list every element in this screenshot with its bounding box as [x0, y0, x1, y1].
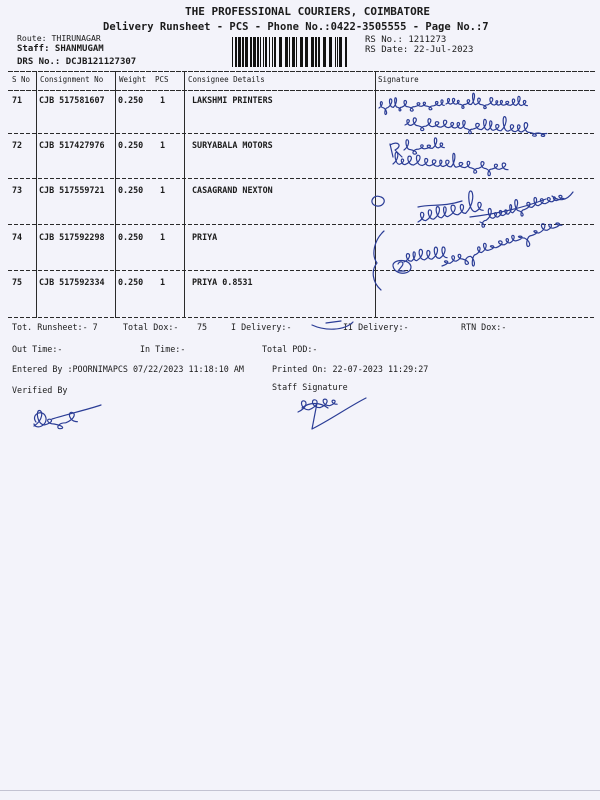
second-delivery: II Delivery:- [343, 322, 409, 332]
barcode-bar [242, 37, 244, 67]
route: Route: THIRUNAGAR [17, 33, 101, 43]
scan-edge-line [0, 790, 600, 791]
barcode-bar [335, 37, 336, 67]
total-runsheet: Tot. Runsheet:- 7 [12, 322, 98, 332]
row-74-signature-number [442, 223, 562, 266]
table-top-rule [8, 71, 596, 72]
staff-signature-label: Staff Signature [272, 382, 348, 392]
barcode-bar [269, 37, 270, 67]
total-pod: Total POD:- [262, 344, 318, 354]
barcode-bar [292, 37, 295, 67]
barcode-bar [323, 37, 326, 67]
runsheet-title: Delivery Runsheet - PCS - Phone No.:0422-3505555 - Page No.:7 [103, 21, 489, 33]
col-header-pcs: PCS [155, 75, 169, 84]
row-pcs: 1 [160, 232, 166, 242]
row-73-signature-number [480, 195, 564, 227]
rtn-dox: RTN Dox:- [461, 322, 507, 332]
col-header-weight: Weight [119, 75, 147, 84]
barcode-bar [238, 37, 241, 67]
barcode-bar [329, 37, 332, 67]
row-consignee: LAKSHMI PRINTERS [192, 95, 273, 105]
barcode-bar [257, 37, 259, 67]
row-separator [8, 178, 596, 179]
rs-date: RS Date: 22-Jul-2023 [365, 45, 474, 55]
col-header-signature: Signature [378, 75, 419, 84]
row-pcs: 1 [160, 95, 166, 105]
barcode-bar [285, 37, 288, 67]
table-row [0, 233, 600, 243]
barcode-bar [235, 37, 237, 67]
row-consignment-no: CJB 517592298 [39, 232, 105, 242]
row-sno: 75 [12, 277, 23, 287]
row-consignee: PRIYA 0.8531 [192, 277, 253, 287]
barcode-bar [232, 37, 233, 67]
table-row [0, 141, 600, 151]
barcode-bar [272, 37, 273, 67]
table-header-rule [8, 90, 596, 91]
col-header-sno: S No [12, 75, 31, 84]
row-weight: 0.250 [118, 185, 144, 195]
row-separator [8, 317, 596, 318]
verified-by-signature [34, 411, 77, 429]
barcode-bar [260, 37, 261, 67]
barcode-bar [305, 37, 308, 67]
barcode-bar [274, 37, 276, 67]
verified-by-label: Verified By [12, 385, 68, 395]
total-dox-value: 75 [197, 322, 208, 332]
barcode-bar [318, 37, 320, 67]
row-sno: 71 [12, 95, 23, 105]
row-consignee: SURYABALA MOTORS [192, 140, 273, 150]
barcode-bar [265, 37, 267, 67]
drs-number: DRS No.: DCJB121127307 [17, 57, 137, 67]
in-time: In Time:- [140, 344, 186, 354]
row-weight: 0.250 [118, 140, 144, 150]
verified-by-signature-line [52, 405, 101, 419]
first-delivery: I Delivery:- [231, 322, 292, 332]
row-pcs: 1 [160, 185, 166, 195]
row-separator [8, 133, 596, 134]
row-consignee: PRIYA [192, 232, 218, 242]
total-dox-label: Total Dox:- [123, 322, 179, 332]
table-row [0, 96, 600, 106]
row-74-circle [393, 261, 411, 274]
barcode-bar [339, 37, 342, 67]
row-consignment-no: CJB 517427976 [39, 140, 105, 150]
row-consignment-no: CJB 517592334 [39, 277, 105, 287]
staff: Staff: SHANMUGAM [17, 44, 104, 54]
row-72-signature-number [393, 152, 508, 175]
row-weight: 0.250 [118, 232, 144, 242]
row-sno: 73 [12, 185, 23, 195]
rs-number: RS No.: 1211273 [365, 35, 447, 45]
row-73-signature-loop [372, 196, 384, 206]
verified-by-signature-loop [34, 413, 46, 427]
table-row [0, 278, 600, 288]
staff-signature [298, 399, 337, 412]
row-consignee: CASAGRAND NEXTON [192, 185, 273, 195]
barcode-bar [245, 37, 248, 67]
barcode-bar [253, 37, 256, 67]
row-pcs: 1 [160, 140, 166, 150]
barcode-bar [300, 37, 303, 67]
staff-signature-strokes [302, 398, 366, 429]
row-sno: 72 [12, 140, 23, 150]
barcode [231, 37, 349, 67]
col-header-consignee: Consignee Details [188, 75, 265, 84]
barcode-bar [263, 37, 264, 67]
barcode-bar [337, 37, 338, 67]
row-consignment-no: CJB 517559721 [39, 185, 105, 195]
row-consignment-no: CJB 517581607 [39, 95, 105, 105]
row-74-signature-name [404, 247, 447, 262]
barcode-bar [345, 37, 347, 67]
row-separator [8, 270, 596, 271]
row-73-signature-stroke [418, 201, 462, 207]
table-row [0, 186, 600, 196]
barcode-bar [289, 37, 290, 67]
barcode-bar [250, 37, 252, 67]
entered-by: Entered By :POORNIMAPCS 07/22/2023 11:18:10 AM [12, 364, 244, 374]
barcode-bar [311, 37, 314, 67]
row-weight: 0.250 [118, 277, 144, 287]
barcode-bar [279, 37, 282, 67]
company-name: THE PROFESSIONAL COURIERS, COIMBATORE [185, 5, 431, 18]
row-separator [8, 224, 596, 225]
printed-on: Printed On: 22-07-2023 11:29:27 [272, 364, 429, 374]
col-header-consignment: Consignment No [40, 75, 104, 84]
row-sno: 74 [12, 232, 23, 242]
barcode-bar [296, 37, 297, 67]
out-time: Out Time:- [12, 344, 63, 354]
row-pcs: 1 [160, 277, 166, 287]
row-weight: 0.250 [118, 95, 144, 105]
barcode-bar [315, 37, 317, 67]
